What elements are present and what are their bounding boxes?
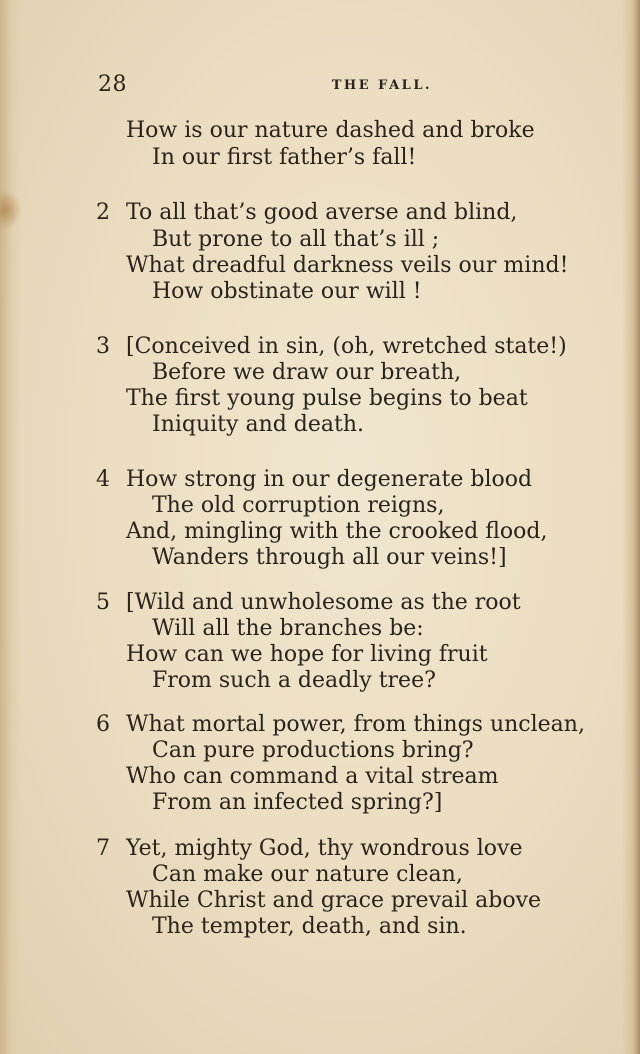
stanza-line: Will all the branches be: <box>152 616 424 641</box>
stanza-number: 5 <box>96 590 110 615</box>
stanza-number: 2 <box>96 200 110 225</box>
stanza-line: What mortal power, from things unclean, <box>126 712 585 737</box>
page-header <box>98 72 432 102</box>
opening-line-2: In our first father’s fall! <box>152 145 417 170</box>
stanza-line: The first young pulse begins to beat <box>126 386 528 411</box>
opening-line-1: How is our nature dashed and broke <box>126 118 535 143</box>
running-head: THE FALL. <box>331 78 432 93</box>
stanza-line: Can make our nature clean, <box>152 862 463 887</box>
stanza-line: What dreadful darkness veils our mind! <box>126 253 569 278</box>
stanza-line: Before we draw our breath, <box>152 360 462 385</box>
stanza-line: Wanders through all our veins!] <box>152 545 507 570</box>
stanza-line: [Conceived in sin, (oh, wretched state!) <box>126 334 567 359</box>
stanza-line: [Wild and unwholesome as the root <box>126 590 521 615</box>
stanza-line: And, mingling with the crooked flood, <box>126 519 548 544</box>
page-number: 28 <box>98 72 127 97</box>
stanza-line: But prone to all that’s ill ; <box>152 227 440 252</box>
stanza-line: How strong in our degenerate blood <box>126 467 533 492</box>
stanza-line: While Christ and grace prevail above <box>126 888 542 913</box>
page-left-edge <box>0 0 22 1054</box>
paper-stain <box>0 190 22 230</box>
stanza-number: 3 <box>96 334 110 359</box>
stanza-line: Can pure productions bring? <box>152 738 474 763</box>
stanza-line: Iniquity and death. <box>152 412 365 437</box>
stanza-line: How can we hope for living fruit <box>126 642 488 667</box>
stanza-line: From such a deadly tree? <box>152 668 436 693</box>
stanza-line: To all that’s good averse and blind, <box>126 200 518 225</box>
page-right-edge <box>622 0 640 1054</box>
stanza-line: From an infected spring?] <box>152 790 443 815</box>
stanza-line: The old corruption reigns, <box>152 493 445 518</box>
stanza-line: Who can command a vital stream <box>126 764 499 789</box>
stanza-number: 4 <box>96 467 110 492</box>
stanza-line: Yet, mighty God, thy wondrous love <box>126 836 523 861</box>
stanza-line: How obstinate our will ! <box>152 279 422 304</box>
stanza-number: 6 <box>96 712 110 737</box>
stanza-number: 7 <box>96 836 110 861</box>
stanza-line: The tempter, death, and sin. <box>152 914 467 939</box>
